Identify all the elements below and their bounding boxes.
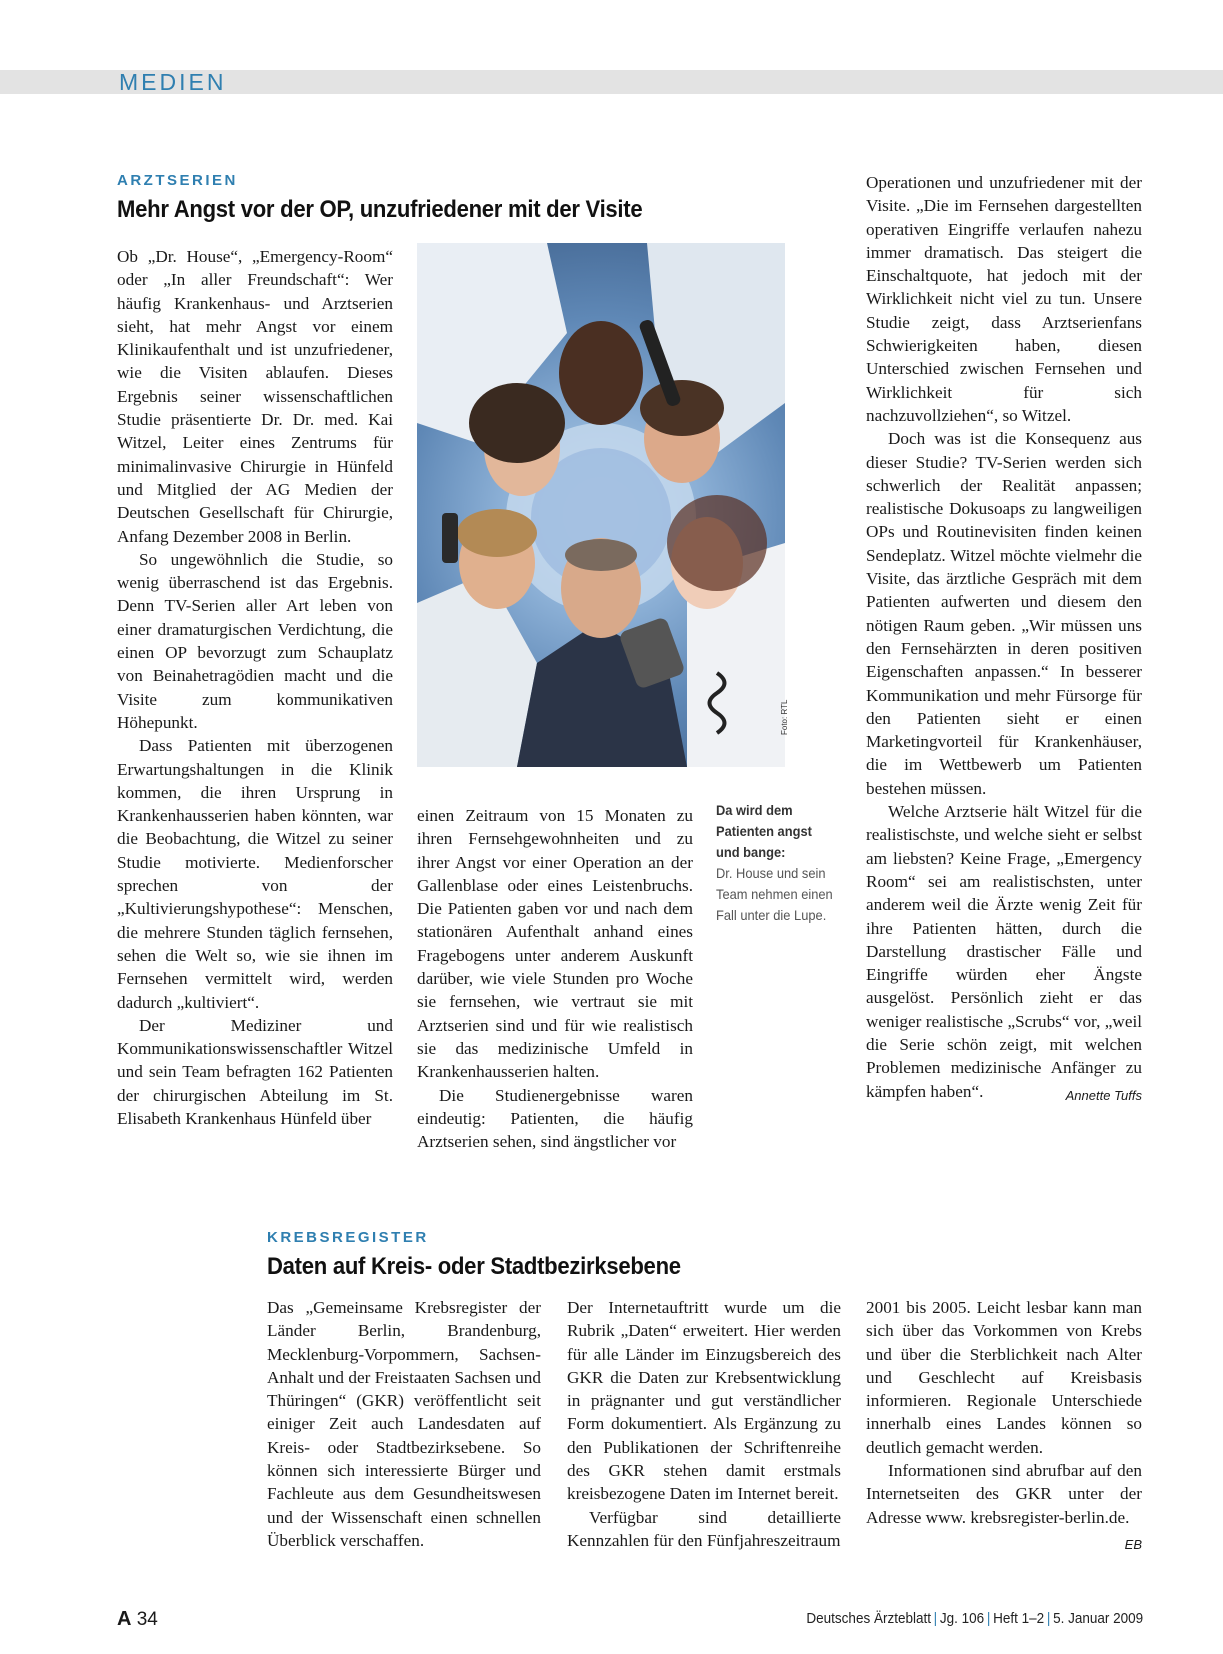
article1-photo (417, 243, 785, 767)
caption-text: Dr. House und sein Team nehmen einen Fall unter die Lupe. (716, 865, 833, 923)
paragraph: Der Mediziner und Kommunikationswissenschaftler Witzel und sein Team befragten 162 Patienten der chirurgischen Abteilung im St. Elisabeth Krankenhaus Hünfeld über (117, 1015, 393, 1128)
paragraph: So ungewöhnlich die Studie, so wenig überraschend ist das Ergebnis. Denn TV-Serien aller Art leben von einer dramaturgischen Verdichtung, die einen OP bevorzugt zum Schauplatz von Beinahetragödien macht und die Visite zum kommunikativen Höhepunkt. (117, 549, 393, 732)
article1-column-2 (417, 804, 693, 1153)
page-prefix: A (117, 1608, 132, 1630)
author-signature: Annette Tuffs (1065, 1087, 1142, 1103)
article2-kicker: KREBSREGISTER (267, 1229, 429, 1246)
journal-issue: Heft 1–2 (992, 1610, 1045, 1627)
journal-volume: Jg. 106 (939, 1610, 985, 1627)
paragraph: Das „Gemeinsame Krebsregister der Länder Berlin, Brandenburg, Mecklenburg-Vorpommern, Sachsen-Anhalt und der Freistaaten Sachsen und Thüringen“ (GKR) veröffentlicht seit einiger Zeit auch Landesdaten auf Kreis- oder Stadtbezirksebene. So können sich interessierte Bürger und Fachleute aus dem Gesundheitswesen und der Wissenschaft einen schnellen Überblick verschaffen. (267, 1298, 541, 1550)
paragraph-text: Informationen sind abrufbar auf den Internetseiten des GKR unter der Adresse www. krebsregister-berlin.de. (866, 1461, 1142, 1527)
paragraph-text: Welche Arztserie hält Witzel für die realistischste, und welche sieht er selbst am liebsten? Keine Frage, „Emergency Room“ sei am realistischsten, unter anderem weil die Ärzte wenig Zeit für ihre Patienten hätten, durch die Darstellung drastischer Fälle und Eingriffe würden eher Ängste ausgelöst. Persönlich zieht er das weniger realistische „Scrubs“ vor, „weil die Serie schön zeigt, mit welchen Problemen medizinische Anfänger zu kämpfen haben“. (866, 802, 1142, 1101)
journal-info: Deutsches Ärzteblatt | Jg. 106 | Heft 1–2 | 5. Januar 2009 (806, 1610, 1143, 1627)
paragraph (866, 800, 1142, 1103)
article2-headline: Daten auf Kreis- oder Stadtbezirksebene (267, 1253, 681, 1280)
section-label: MEDIEN (119, 69, 227, 95)
journal-name: Deutsches Ärzteblatt (806, 1610, 931, 1627)
paragraph: Dass Patienten mit überzogenen Erwartungshaltungen in die Klinik kommen, die ihren Ursprung in Krankenhausserien haben könnten, war die Beobachtung, die Witzel zu seiner Studie motivierte. Medienforscher sprechen von der „Kultivierungshypothese“: Menschen, die mehrere Stunden täglich fernsehen, sehen die Welt so, wie sie ihnen im Fernsehen vermittelt wird, werden dadurch „kultiviert“. (117, 736, 393, 1012)
page-number (117, 1608, 158, 1631)
paragraph: Ob „Dr. House“, „Emergency-Room“ oder „In aller Freundschaft“: Wer häufig Krankenhaus- und Arztserien sieht, hat mehr Angst vor einem Klinikaufenthalt und ist unzufriedener, wie die Visiten ablaufen. Dieses Ergebnis seiner wissenschaftlichen Studie präsentierte Dr. Dr. med. Kai Witzel, Leiter eines Zentrums für minimalinvasive Chirurgie in Hünfeld und Mitglied der AG Medien der Deutschen Gesellschaft für Chirurgie, Anfang Dezember 2008 in Berlin. (117, 247, 393, 546)
paragraph: Die Studienergebnisse waren eindeutig: Patienten, die häufig Arztserien sehen, sind ängstlicher vor (417, 1085, 693, 1152)
paragraph: Der Internetauftritt wurde um die Rubrik „Daten“ erweitert. Hier werden für alle Länder im Einzugsbereich des GKR die Daten zur Krebsentwicklung in prägnanter und gut verständlicher Form dokumentiert. Als Ergänzung zu den Publikationen der Schriftenreihe des GKR stehen damit erstmals kreisbezogene Daten im Internet bereit. (567, 1298, 841, 1504)
article2-column-3 (866, 1296, 1142, 1556)
article1-kicker: ARZTSERIEN (117, 172, 238, 189)
caption-lead: Da wird dem Patienten angst und bange: (716, 802, 812, 860)
author-signature: EB (1124, 1536, 1142, 1552)
paragraph (866, 1459, 1142, 1552)
paragraph: Verfügbar sind detaillierte Kennzahlen für den Fünfjahreszeitraum (567, 1507, 841, 1550)
article2-column-1 (267, 1296, 541, 1552)
article2-column-2 (567, 1296, 841, 1552)
paragraph: Operationen und unzufriedener mit der Visite. „Die im Fernsehen dargestellten operativen Eingriffe verlaufen nahezu immer dramatisch. Das steigert die Einschaltquote, hat jedoch mit der Wirklichkeit nicht viel zu tun. Unsere Studie zeigt, dass Arztserienfans Schwierigkeiten haben, diesen Unterschied zwischen Fernsehen und Wirklichkeit für sich nachzuvollziehen“, so Witzel. (866, 173, 1142, 425)
article1-column-3 (866, 171, 1142, 1107)
journal-date: 5. Januar 2009 (1052, 1610, 1143, 1627)
doctors-photo-illustration (417, 243, 785, 767)
photo-credit: Foto: RTL (780, 699, 789, 735)
photo-caption (716, 800, 836, 926)
paragraph: Doch was ist die Konsequenz aus dieser Studie? TV-Serien werden sich schwerlich der Realität anpassen; realistische Dokusoaps zu langweiligen OPs und Routinevisiten finden keinen Sendeplatz. Witzel möchte vielmehr die Visite, das ärztliche Gespräch mit dem Patienten aufwerten und diesem den nötigen Raum geben. „Wir müssen uns den Fernsehärzten in deren positiven Eigenschaften anpassen.“ In besserer Kommunikation und mehr Fürsorge für den Patienten sieht er einen Marketingvorteil für Krankenhäuser, die im Wettbewerb um Patienten bestehen müssen. (866, 429, 1142, 798)
page-number-value: 34 (136, 1609, 158, 1630)
article1-headline: Mehr Angst vor der OP, unzufriedener mit der Visite (117, 196, 643, 223)
paragraph: 2001 bis 2005. Leicht lesbar kann man sich über das Vorkommen von Krebs und über die Sterblichkeit nach Alter und Geschlecht auf Kreisbasis informieren. Regionale Unterschiede innerhalb eines Landes können so deutlich gemacht werden. (866, 1298, 1142, 1457)
paragraph: einen Zeitraum von 15 Monaten zu ihren Fernsehgewohnheiten und zu ihrer Angst vor einer Operation an der Gallenblase oder eines Leistenbruchs. Die Patienten gaben vor und nach dem stationären Aufenthalt anhand eines Fragebogens unter anderem Auskunft darüber, wie viele Stunden pro Woche sie fernsehen, wie vertraut sie mit Arztserien sind und für wie realistisch sie das medizinische Umfeld in Krankenhausserien halten. (417, 806, 693, 1082)
article1-column-1 (117, 245, 393, 1130)
